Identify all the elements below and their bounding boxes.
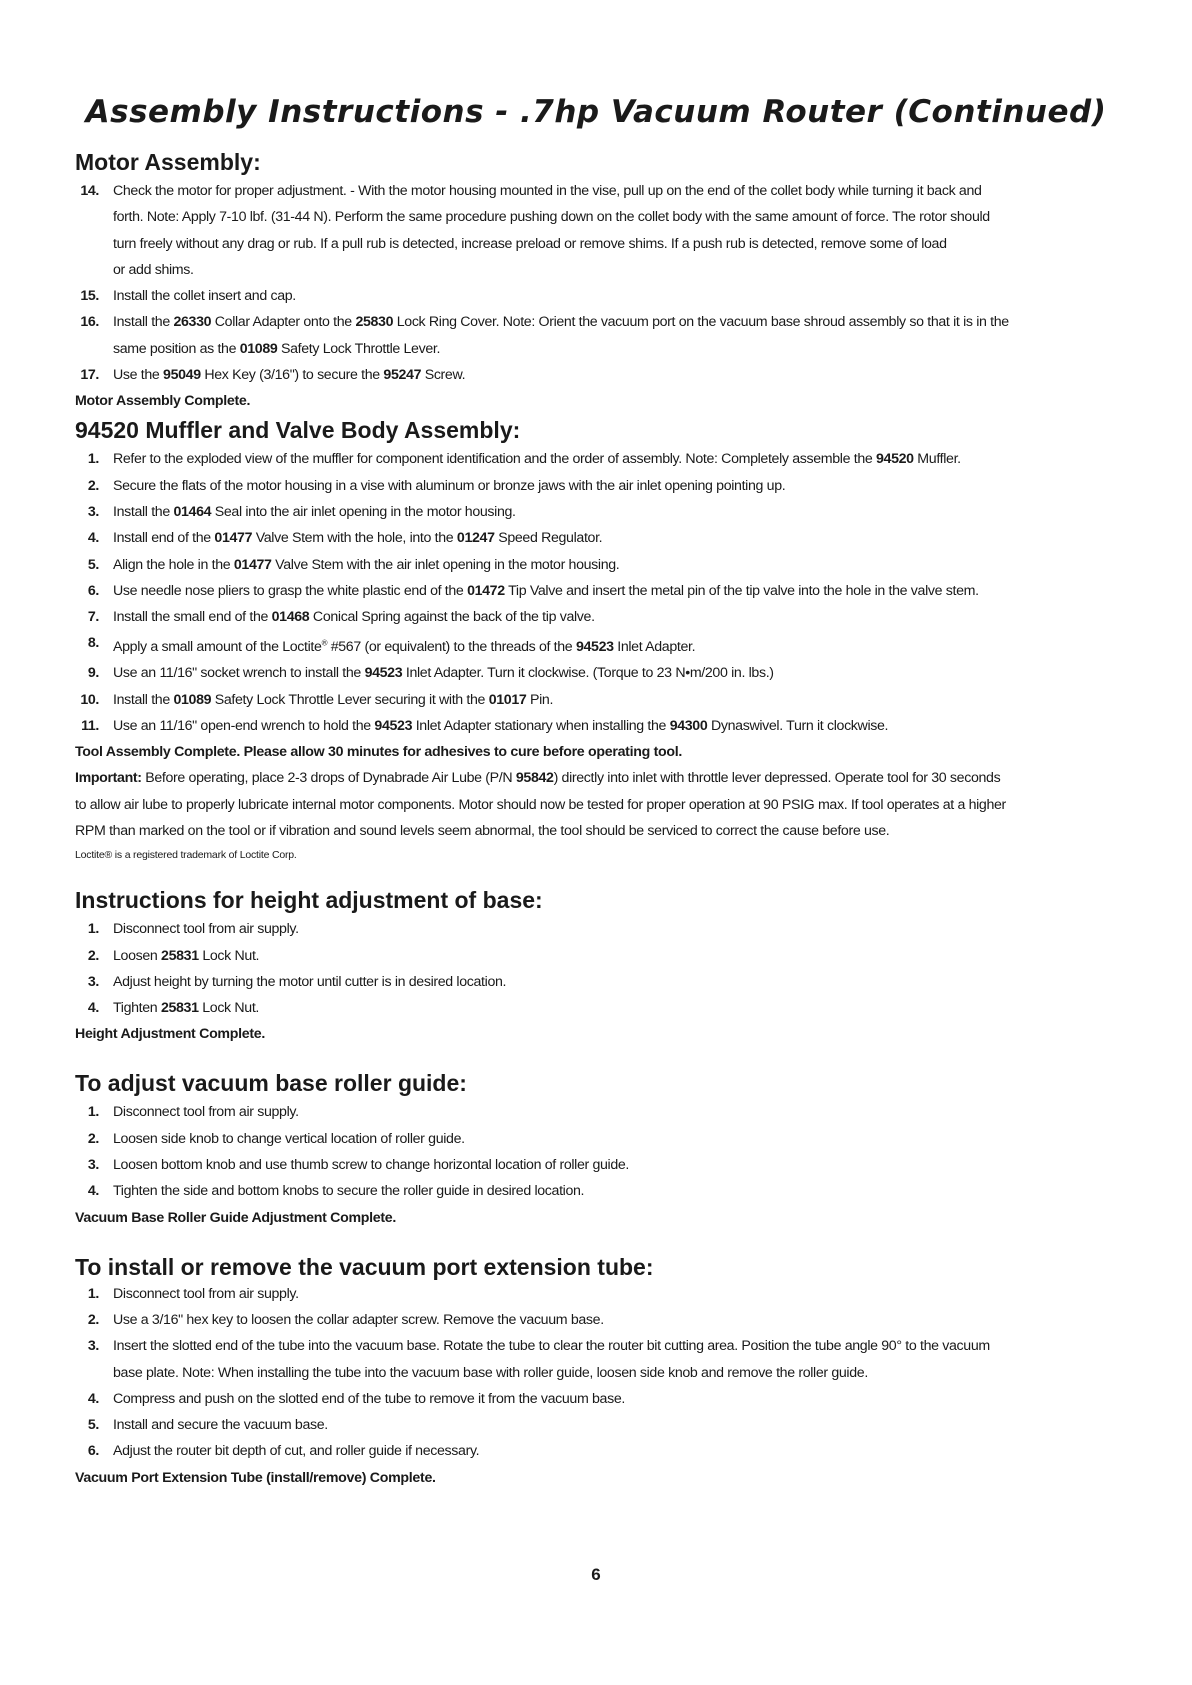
completion-note: Motor Assembly Complete. — [75, 393, 251, 410]
step-text: Install the small end of the 01468 Conical Spring against the back of the tip valve. — [113, 609, 595, 626]
completion-note: Vacuum Port Extension Tube (install/remove) Complete. — [75, 1469, 436, 1486]
step-number: 1. — [87, 451, 99, 468]
step-number: 3. — [87, 973, 99, 990]
step-number: 16. — [80, 314, 99, 331]
step-number: 2. — [87, 1311, 99, 1328]
completion-note: Tool Assembly Complete. Please allow 30 minutes for adhesives to cure before operating tool. — [75, 744, 683, 761]
step-number: 5. — [87, 1417, 99, 1434]
section-roller-guide — [75, 1069, 1115, 1230]
list-item — [75, 578, 1115, 604]
section-heading: 94520 Muffler and Valve Body Assembly: — [75, 417, 521, 444]
step-text: Adjust the router bit depth of cut, and roller guide if necessary. — [113, 1443, 480, 1460]
step-text: Disconnect tool from air supply. — [113, 1285, 299, 1302]
step-list — [75, 178, 1115, 388]
step-text: Install the 01089 Safety Lock Throttle Lever securing it with the 01017 Pin. — [113, 691, 554, 708]
section-height-adjustment — [75, 886, 1115, 1047]
step-number: 3. — [87, 1338, 99, 1355]
list-item — [75, 1438, 1115, 1464]
page-number: 6 — [591, 1565, 601, 1584]
step-text: Disconnect tool from air supply. — [113, 921, 299, 938]
list-item — [75, 916, 1115, 942]
list-item — [75, 283, 1115, 309]
step-number: 9. — [87, 665, 99, 682]
step-number: 4. — [87, 1390, 99, 1407]
step-number: 10. — [80, 691, 99, 708]
step-number: 11. — [81, 718, 99, 735]
step-text: Disconnect tool from air supply. — [113, 1104, 299, 1121]
important-note: Important: Before operating, place 2-3 drops of Dynabrade Air Lube (P/N 95842) directly into inlet with throttle lever depressed. Operate tool for 30 seconds to allow air lube to properly lubricate internal motor components. Motor should now be tested for proper operation at 90 PSIG max. If tool operates at a higher RPM than marked on the tool or if vibration and sound levels seem abnormal, the tool should be serviced to correct the cause before use. — [75, 770, 1006, 839]
list-item — [75, 969, 1115, 995]
list-item — [75, 499, 1115, 525]
step-text: Align the hole in the 01477 Valve Stem with the air inlet opening in the motor housing. — [113, 556, 620, 573]
list-item — [75, 362, 1115, 388]
list-item — [75, 713, 1115, 739]
list-item — [75, 473, 1115, 499]
list-item — [75, 446, 1115, 472]
step-text: Apply a small amount of the Loctite® #567 (or equivalent) to the threads of the 94523 Inlet Adapter. — [113, 638, 696, 656]
section-motor-assembly — [75, 148, 1115, 414]
step-number: 5. — [87, 556, 99, 573]
completion-note: Height Adjustment Complete. — [75, 1026, 266, 1043]
list-item — [75, 1307, 1115, 1333]
step-number: 2. — [87, 477, 99, 494]
step-number: 4. — [87, 1000, 99, 1017]
list-item — [75, 943, 1115, 969]
step-text: Loosen bottom knob and use thumb screw to change horizontal location of roller guide. — [113, 1157, 630, 1174]
list-item — [75, 552, 1115, 578]
step-number: 4. — [87, 1183, 99, 1200]
list-item — [75, 1412, 1115, 1438]
step-text: Use the 95049 Hex Key (3/16") to secure the 95247 Screw. — [113, 367, 466, 384]
step-number: 15. — [80, 288, 99, 305]
section-heading: Motor Assembly: — [75, 149, 261, 175]
completion-note: Vacuum Base Roller Guide Adjustment Complete. — [75, 1209, 397, 1226]
step-number: 8. — [87, 635, 99, 652]
step-text: Tighten the side and bottom knobs to secure the roller guide in desired location. — [113, 1183, 585, 1200]
list-item — [75, 1099, 1115, 1125]
step-list — [75, 1099, 1115, 1204]
step-text: Install the 01464 Seal into the air inlet opening in the motor housing. — [113, 503, 516, 520]
trademark-note: Loctite® is a registered trademark of Loctite Corp. — [75, 849, 297, 862]
step-number: 4. — [87, 530, 99, 547]
step-number: 6. — [87, 1443, 99, 1460]
step-number: 1. — [87, 1104, 99, 1121]
page-title: Assembly Instructions - .7hp Vacuum Router (Continued) — [85, 94, 1107, 130]
step-number: 2. — [87, 1130, 99, 1147]
section-heading: To install or remove the vacuum port extension tube: — [75, 1253, 654, 1280]
step-number: 2. — [87, 947, 99, 964]
list-item — [75, 995, 1115, 1021]
list-item — [75, 1333, 1115, 1386]
step-number: 1. — [87, 921, 99, 938]
step-text: Adjust height by turning the motor until cutter is in desired location. — [113, 973, 507, 990]
step-list — [75, 446, 1115, 739]
list-item — [75, 1178, 1115, 1204]
step-text: Install the 26330 Collar Adapter onto the 25830 Lock Ring Cover. Note: Orient the vacuum port on the vacuum base shroud assembly so that it is in the same position as the 01089 Safety Lock Throttle Lever. — [113, 314, 1009, 357]
step-number: 6. — [87, 582, 99, 599]
step-text: Loosen side knob to change vertical location of roller guide. — [113, 1130, 465, 1147]
step-text: Install and secure the vacuum base. — [113, 1417, 328, 1434]
content — [75, 148, 1115, 1491]
list-item — [75, 660, 1115, 686]
list-item — [75, 687, 1115, 713]
step-text: Use an 11/16" socket wrench to install the 94523 Inlet Adapter. Turn it clockwise. (Torque to 23 N•m/200 in. lbs.) — [113, 665, 774, 682]
step-number: 7. — [87, 609, 99, 626]
list-item — [75, 604, 1115, 630]
section-heading: Instructions for height adjustment of base: — [75, 887, 543, 914]
step-number: 3. — [87, 1157, 99, 1174]
step-text: Compress and push on the slotted end of the tube to remove it from the vacuum base. — [113, 1390, 625, 1407]
step-text: Check the motor for proper adjustment. - With the motor housing mounted in the vise, pull up on the end of the collet body while turning it back and forth. Note: Apply 7-10 lbf. (31-44 N). Perform the same procedure pushing down on the collet body with the same amount of force. The rotor should turn freely without any drag or rub. If a pull rub is detected, increase preload or remove shims. If a push rub is detected, remove some of load or add shims. — [113, 183, 990, 278]
step-number: 14. — [80, 183, 99, 199]
section-muffler-valve-assembly — [75, 416, 1115, 866]
step-text: Refer to the exploded view of the muffler for component identification and the order of assembly. Note: Completely assemble the 94520 Muffler. — [113, 451, 961, 468]
list-item — [75, 1126, 1115, 1152]
step-text: Install end of the 01477 Valve Stem with the hole, into the 01247 Speed Regulator. — [113, 530, 603, 547]
list-item — [75, 1152, 1115, 1178]
step-number: 3. — [87, 503, 99, 520]
section-heading: To adjust vacuum base roller guide: — [75, 1070, 467, 1097]
step-text: Use a 3/16" hex key to loosen the collar adapter screw. Remove the vacuum base. — [113, 1311, 604, 1328]
step-list — [75, 916, 1115, 1021]
list-item — [75, 1386, 1115, 1412]
step-number: 1. — [87, 1285, 99, 1302]
list-item — [75, 309, 1115, 362]
step-list — [75, 1281, 1115, 1465]
step-text: Insert the slotted end of the tube into the vacuum base. Rotate the tube to clear the router bit cutting area. Position the tube angle 90° to the vacuum base plate. Note: When installing the tube into the vacuum base with roller guide, loosen side knob and remove the roller guide. — [113, 1338, 990, 1381]
list-item — [75, 178, 1115, 283]
step-text: Secure the flats of the motor housing in a vise with aluminum or bronze jaws with the air inlet opening pointing up. — [113, 477, 786, 494]
step-text: Use an 11/16" open-end wrench to hold the 94523 Inlet Adapter stationary when installing the 94300 Dynaswivel. Turn it clockwise. — [113, 718, 889, 735]
step-text: Tighten 25831 Lock Nut. — [113, 1000, 260, 1017]
step-text: Use needle nose pliers to grasp the white plastic end of the 01472 Tip Valve and insert the metal pin of the tip valve into the hole in the valve stem. — [113, 582, 979, 599]
list-item — [75, 1281, 1115, 1307]
section-extension-tube — [75, 1253, 1115, 1491]
list-item — [75, 525, 1115, 551]
step-text: Install the collet insert and cap. — [113, 288, 296, 305]
list-item — [75, 630, 1115, 660]
step-text: Loosen 25831 Lock Nut. — [113, 947, 260, 964]
step-number: 17. — [80, 367, 99, 384]
